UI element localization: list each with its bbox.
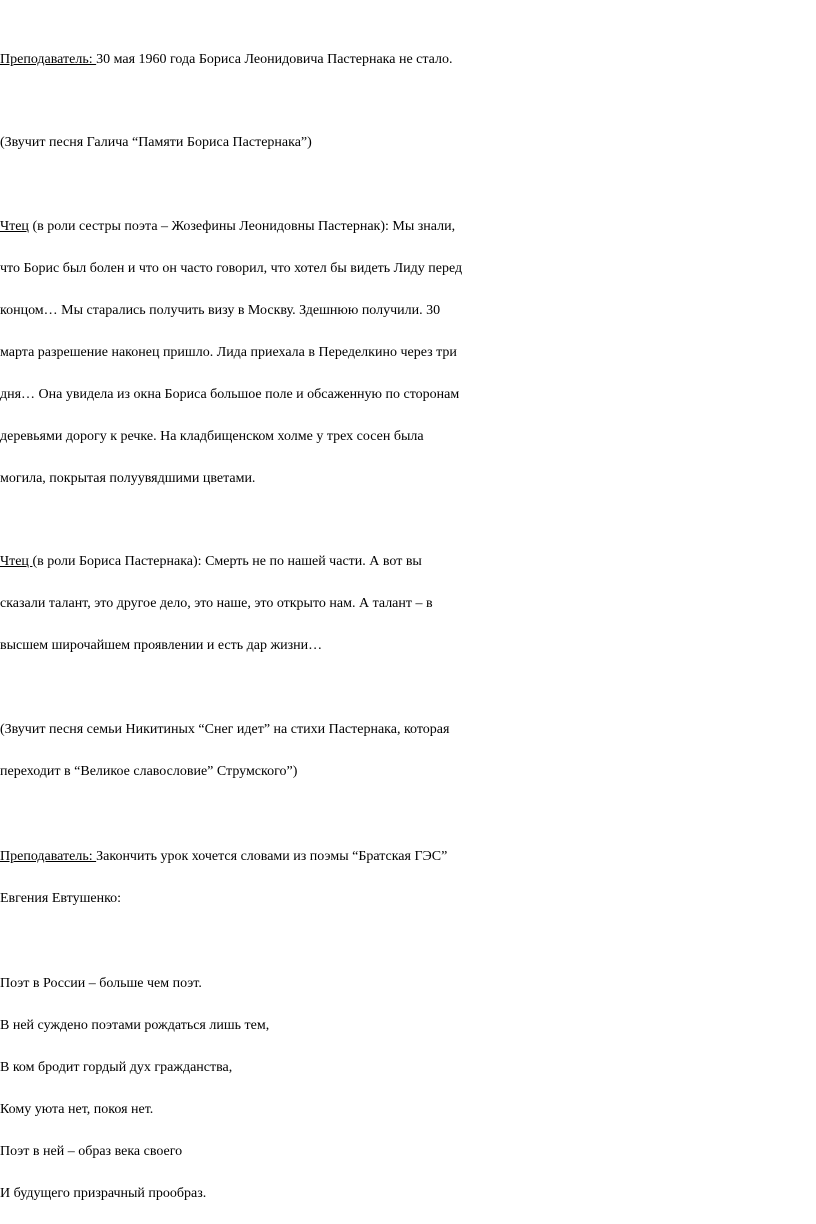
paragraph-reader-sister-line-7: могила, покрытая полуувядшими цветами. bbox=[0, 471, 256, 486]
speaker-label: Чтец bbox=[0, 219, 29, 234]
paragraph-teacher-closing-line-2: Евгения Евтушенко: bbox=[0, 891, 122, 906]
paragraph-reader-pasternak-line-3: высшем широчайшем проявлении и есть дар жизни… bbox=[0, 638, 323, 653]
poem-line: Поэт в России – больше чем поэт. bbox=[0, 976, 202, 991]
paragraph-reader-sister-line-4: марта разрешение наконец пришло. Лида приехала в Переделкино через три bbox=[0, 345, 457, 360]
poem-line: Поэт в ней – образ века своего bbox=[0, 1144, 183, 1159]
paragraph-reader-sister-line-6: деревьями дорогу к речке. На кладбищенском холме у трех сосен была bbox=[0, 429, 424, 444]
stage-direction-galich: (Звучит песня Галича “Памяти Бориса Пастернака”) bbox=[0, 135, 312, 150]
paragraph-reader-sister-line-3: концом… Мы старались получить визу в Москву. Здешнюю получили. 30 bbox=[0, 303, 441, 318]
poem-line: Кому уюта нет, покоя нет. bbox=[0, 1102, 154, 1117]
paragraph-reader-sister-line-5: дня… Она увидела из окна Бориса большое поле и обсаженную по сторонам bbox=[0, 387, 460, 402]
stage-direction-nikitin-line-2: переходит в “Великое славословие” Струмского”) bbox=[0, 764, 298, 779]
poem-line: И будущего призрачный прообраз. bbox=[0, 1186, 207, 1201]
paragraph-text: Закончить урок хочется словами из поэмы “Братская ГЭС” bbox=[96, 849, 448, 864]
speaker-label: Чтец bbox=[0, 554, 33, 569]
poem-line: В ком бродит гордый дух гражданства, bbox=[0, 1060, 233, 1075]
paragraph-text: (в роли Бориса Пастернака): Смерть не по нашей части. А вот вы bbox=[32, 554, 422, 569]
paragraph-teacher-closing-line-1 bbox=[0, 843, 816, 871]
paragraph-text: 30 мая 1960 года Бориса Леонидовича Пастернака не стало. bbox=[96, 52, 453, 67]
paragraph-teacher-intro bbox=[0, 46, 816, 74]
paragraph-reader-sister-line-1 bbox=[0, 213, 816, 241]
speaker-label: Преподаватель: bbox=[0, 849, 97, 864]
paragraph-reader-sister-line-2: что Борис был болен и что он часто говорил, что хотел бы видеть Лиду перед bbox=[0, 261, 463, 276]
stage-direction-nikitin-line-1: (Звучит песня семьи Никитиных “Снег идет” на стихи Пастернака, которая bbox=[0, 722, 450, 737]
speaker-label: Преподаватель: bbox=[0, 52, 97, 67]
paragraph-reader-pasternak-line-1 bbox=[0, 548, 816, 576]
paragraph-reader-pasternak-line-2: сказали талант, это другое дело, это наше, это открыто нам. А талант – в bbox=[0, 596, 433, 611]
poem-line: В ней суждено поэтами рождаться лишь тем, bbox=[0, 1018, 270, 1033]
paragraph-text: (в роли сестры поэта – Жозефины Леонидовны Пастернак): Мы знали, bbox=[28, 219, 456, 234]
